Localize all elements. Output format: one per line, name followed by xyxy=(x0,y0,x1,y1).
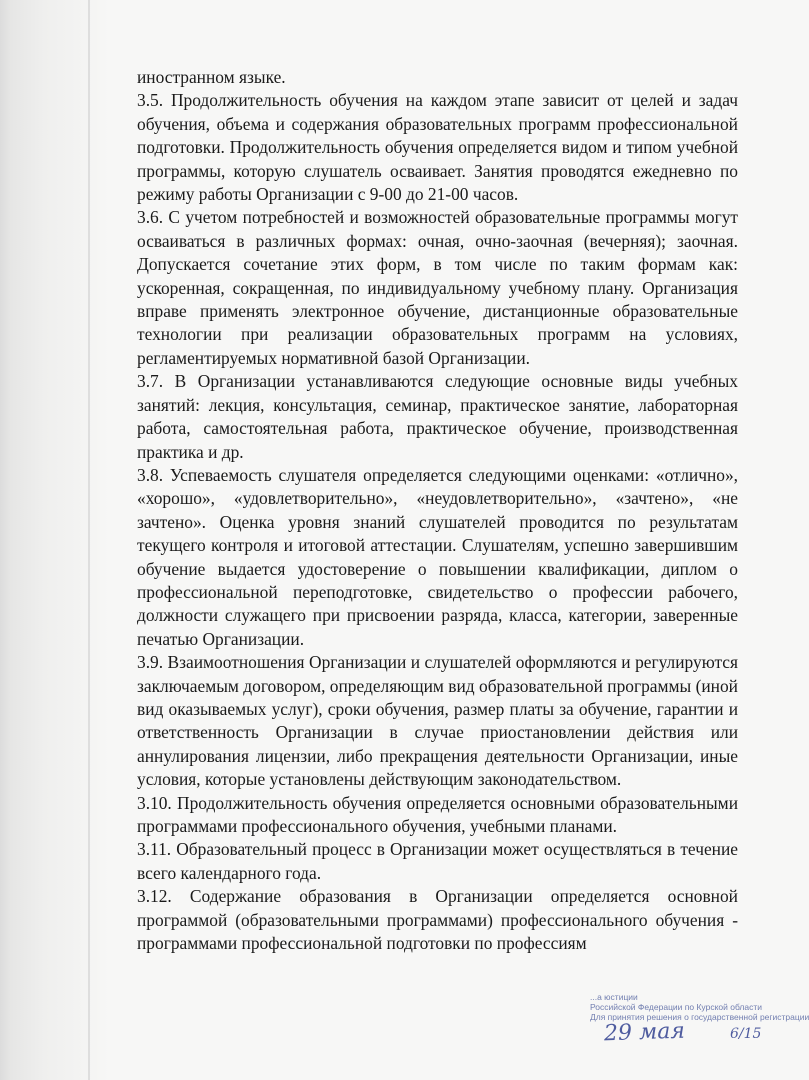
document-body xyxy=(137,66,738,955)
paragraph-3-6: 3.6. С учетом потребностей и возможностей образовательные программы могут осваиваться в различных формах: очная, очно-заочная (вечерняя); заочная. Допускается сочетание этих форм, в том числе по таким формам как: ускоренная, сокращенная, по индивидуальному учебному плану. Организация вправе применять электронное обучение, дистанционные образовательные технологии при реализации образовательных программ на условиях, регламентируемых нормативной базой Организации. xyxy=(137,207,738,368)
page-number: 6/15 xyxy=(730,1026,762,1042)
paragraph-3-7: 3.7. В Организации устанавливаются следующие основные виды учебных занятий: лекция, консультация, семинар, практическое занятие, лабораторная работа, самостоятельная работа, практическое обучение, производственная практика и др. xyxy=(137,371,738,462)
paragraph-3-12: 3.12. Содержание образования в Организации определяется основной программой (образовательными программами) профессионального обучения - программами профессиональной подготовки по профессиям xyxy=(137,886,738,954)
paragraph-3-8: 3.8. Успеваемость слушателя определяется следующими оценками: «отлично», «хорошо», «удовлетворительно», «неудовлетворительно», «зачтено», «не зачтено». Оценка уровня знаний слушателей проводится по результатам текущего контроля и итоговой аттестации. Слушателям, успешно завершившим обучение выдается удостоверение о повышении квалификации, диплом о профессиональной переподготовке, свидетельство о профессии рабочего, должности служащего при присвоении разряда, класса, категории, заверенные печатью Организации. xyxy=(137,464,738,649)
stamp-line-3: Для принятия решения о государственной регистрации xyxy=(590,1012,809,1022)
paragraph-continuation: иностранном языке. xyxy=(137,67,286,87)
stamp-line-1: ...а юстиции xyxy=(590,992,638,1002)
page-edge xyxy=(88,0,90,1080)
stamp-line-2: Российской Федерации по Курской области xyxy=(590,1002,763,1012)
registration-stamp xyxy=(590,992,809,1050)
stamp-handwritten-date: 29 мая xyxy=(603,1018,686,1047)
paragraph-3-11: 3.11. Образовательный процесс в Организации может осуществляться в течение всего календарного года. xyxy=(137,839,738,883)
paragraph-3-10: 3.10. Продолжительность обучения определяется основными образовательными программами профессионального обучения, учебными планами. xyxy=(137,792,738,836)
paragraph-3-5: 3.5. Продолжительность обучения на каждом этапе зависит от целей и задач обучения, объема и содержания образовательных программ профессиональной подготовки. Продолжительность обучения определяется видом и типом учебной программы, которую слушатель осваивает. Занятия проводятся ежедневно по режиму работы Организации с 9-00 до 21-00 часов. xyxy=(137,90,738,205)
scan-shadow xyxy=(0,0,110,1080)
paragraph-3-9: 3.9. Взаимоотношения Организации и слушателей оформляются и регулируются заключаемым договором, определяющим вид образовательной программы (иной вид оказываемых услуг), сроки обучения, размер платы за обучение, гарантии и ответственность Организации в случае приостановлении действия или аннулирования лицензии, либо прекращения деятельности Организации, иные условия, которые установлены действующим законодательством. xyxy=(137,652,738,790)
